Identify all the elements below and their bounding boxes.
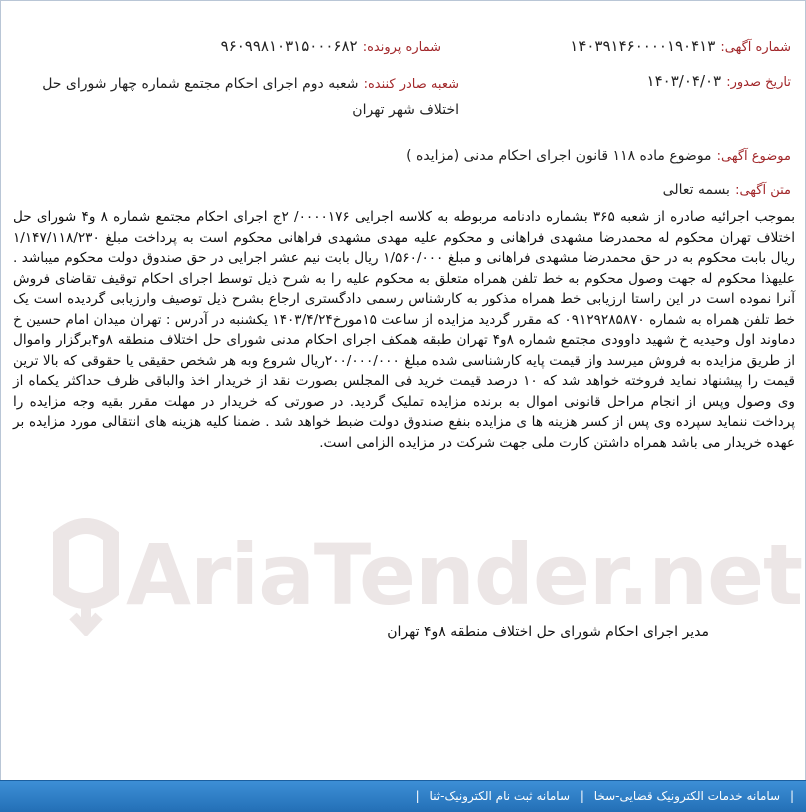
footer-link-sakha[interactable]: سامانه خدمات الکترونیک قضایی-سخا	[593, 789, 781, 803]
footer-separator: |	[789, 789, 794, 803]
issue-date	[647, 71, 791, 90]
subject	[406, 145, 791, 164]
footer-bar	[0, 780, 806, 812]
subject-value: موضوع ماده ۱۱۸ قانون اجرای احکام مدنی (مزایده )	[406, 148, 712, 164]
issuer-label: شعبه صادر کننده:	[363, 77, 459, 92]
issuer	[23, 71, 459, 122]
issue-date-label: تاریخ صدور:	[726, 75, 791, 90]
case-number	[221, 36, 441, 55]
watermark-text: AriaTender.net	[126, 526, 803, 624]
ad-body-text: بموجب اجرائیه صادره از شعبه ۳۶۵ بشماره دادنامه مربوطه به کلاسه اجرایی ۰۰۰۰۱۷۶/ ۲ج اجرای احکام مجتمع شماره ۸ و۴ شورای حل اختلاف تهران محکوم له محمدرضا مشهدی فراهانی و محکوم علیه مهدی مشهدی فراهانی محکوم است به پرداخت مبلغ ۱/۱۴۷/۱۱۸/۲۳۰ ریال بابت محکوم به در حق محمدرضا مشهدی فراهانی و مبلغ ۱/۵۶۰/۰۰۰ ریال بابت نیم عشر اجرایی در حق صندوق دولت محکوم میباشد . علیهذا محکوم له جهت وصول محکوم به خط تلفن همراه متعلق به محکوم علیه را به شرح ذیل توسط اجرای احکام توقیف تقاضای فروش آنرا نموده است در این راستا ارزیابی خط همراه مذکور به کارشناس رسمی دادگستری ارجاع بشرح ذیل توصیف وارزیابی گردیده است یک خط تلفن همراه به شماره ۰۹۱۲۹۲۸۵۸۷۰ که مقرر گردید مزایده از ساعت ۱۵مورخ۱۴۰۳/۴/۲۴ یکشنبه در آدرس : تهران میدان امام حسین خ دماوند اول وحیدیه خ شهید داوودی مجتمع شماره ۸و۴ تهران طبقه همکف اجرای احکام مدنی شورای حل اختلاف منطقه ۸و۴برگزار واموال از طریق مزایده به فروش میرسد واز قیمت پایه کارشناسی شده مبلغ ۲۰۰/۰۰۰/۰۰۰ریال شروع وبه هر شخص حقیقی یا حقوقی که بالا ترین قیمت را پیشنهاد نماید فروخته خواهد شد که ۱۰ درصد قیمت خرید فی المجلس بصورت نقد از خریدار اخذ والباقی ظرف حداکثر یکماه از وی وصول وپس از انجام مراحل قانونی اموال به برنده مزایده تملیک گردید. در صورتی که خریدار در مهلت مقرر بقیه وجه مزایده را پرداخت ننماید سپرده وی پس از کسر هزینه ها ی مزایده بنفع صندوق دولت ضبط خواهد شد . ضمنا کلیه هزینه های انتقالی مورد مزایده بر عهده خریدار می باشد همراه داشتن کارت ملی جهت شرکت در مزایده الزامی است.	[13, 209, 795, 451]
ad-text-opening: بسمه تعالی	[662, 182, 730, 198]
case-number-value: ۹۶۰۹۹۸۱۰۳۱۵۰۰۰۶۸۲	[220, 37, 358, 55]
watermark-logo-icon	[41, 516, 131, 636]
ad-text-heading	[663, 179, 791, 198]
ad-number-label: شماره آگهی:	[720, 40, 791, 55]
footer-separator: |	[579, 789, 584, 803]
issue-date-value: ۱۴۰۳/۰۴/۰۳	[646, 72, 722, 90]
ad-number-value: ۱۴۰۳۹۱۴۶۰۰۰۰۱۹۰۴۱۳	[570, 37, 716, 55]
ad-text-label: متن آگهی:	[735, 183, 791, 198]
case-number-label: شماره پرونده:	[362, 40, 441, 55]
footer-links	[410, 789, 800, 803]
subject-label: موضوع آگهی:	[716, 149, 791, 164]
issuer-value: شعبه دوم اجرای احکام مجتمع شماره چهار شورای حل اختلاف شهر تهران	[42, 76, 459, 118]
footer-link-sana[interactable]: سامانه ثبت نام الکترونیک-ثنا	[429, 789, 571, 803]
footer-separator: |	[415, 789, 420, 803]
signature: مدیر اجرای احکام شورای حل اختلاف منطقه ۸و۴ تهران	[387, 624, 709, 640]
ad-number	[570, 36, 791, 55]
